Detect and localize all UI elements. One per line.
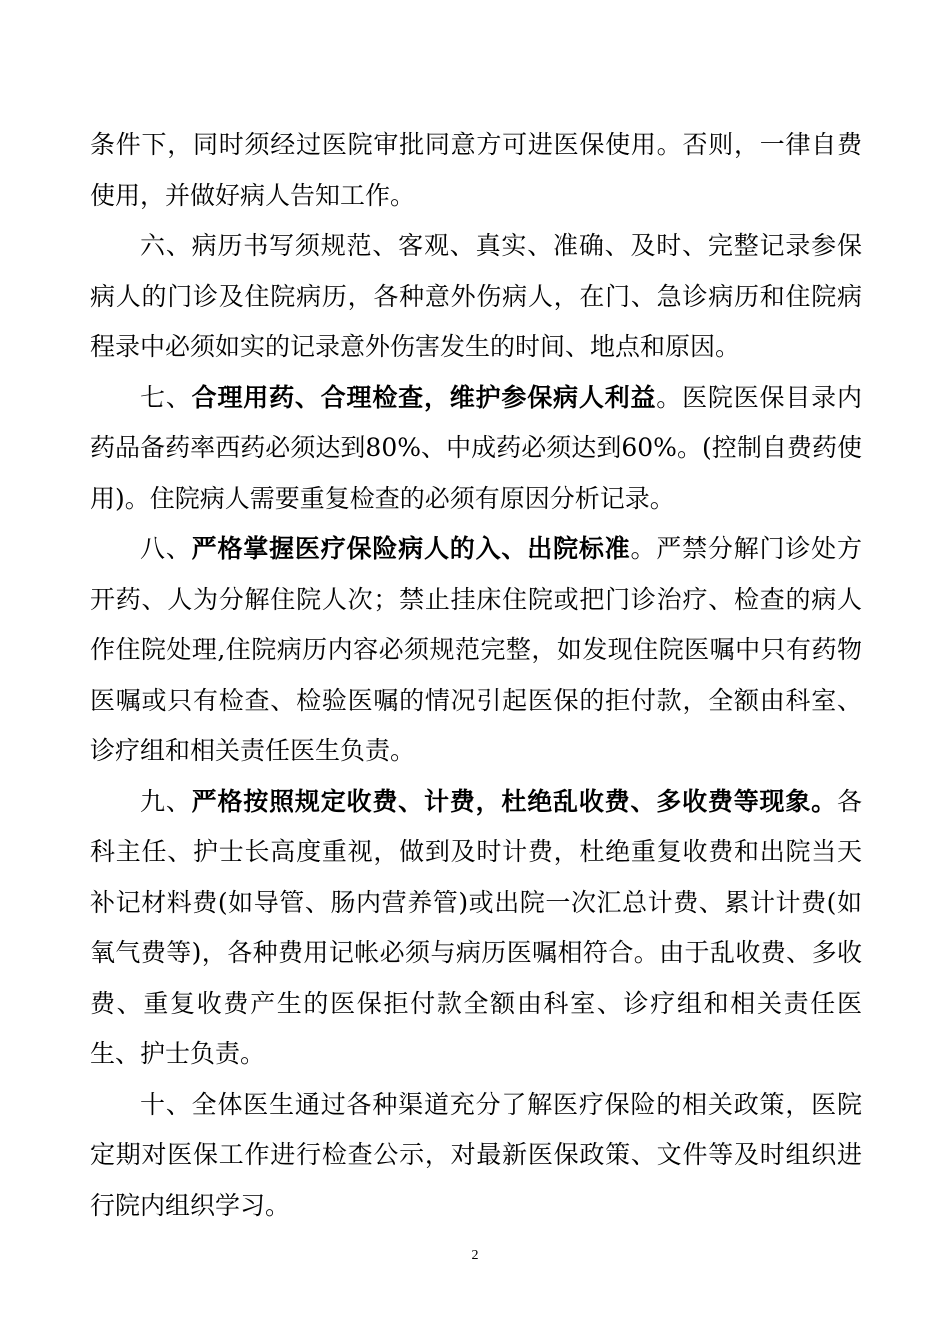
paragraph-text: 条件下，同时须经过医院审批同意方可进医保使用。否则，一律自费使用，并做好病人告知工作。 [90,130,862,210]
paragraph-text: 十、全体医生通过各种渠道充分了解医疗保险的相关政策，医院定期对医保工作进行检查公示，对最新医保政策、文件等及时组织进行院内组织学习。 [90,1089,862,1220]
paragraph-item-8 [90,524,862,777]
paragraph-item-7 [90,373,862,525]
paragraph-text: 。医院医保目录内药品备药率西药必须达到80%、中成药必须达到60%。(控制自费药使用)。住院病人需要重复检查的必须有原因分析记录。 [90,382,862,513]
paragraph-item-9 [90,777,862,1080]
paragraph-text: 各科主任、护士长高度重视，做到及时计费，杜绝重复收费和出院当天补记材料费(如导管、肠内营养管)或出院一次汇总计费、累计计费(如氧气费等)，各种费用记帐必须与病历医嘱相符合。由于乱收费、多收费、重复收费产生的医保拒付款全额由科室、诊疗组和相关责任医生、护士负责。 [90,786,862,1068]
paragraph-continuation [90,120,862,221]
document-body [90,120,862,1231]
item-number: 九、 [140,786,192,816]
item-heading-bold: 严格掌握医疗保险病人的入、出院标准 [191,534,631,563]
item-number: 七、 [140,382,192,412]
paragraph-item-6 [90,221,862,373]
item-heading-bold: 严格按照规定收费、计费，杜绝乱收费、多收费等现象。 [191,786,837,816]
item-heading-bold: 合理用药、合理检查，维护参保病人利益 [191,382,657,412]
paragraph-item-10 [90,1080,862,1232]
paragraph-text: 。严禁分解门诊处方开药、人为分解住院人次；禁止挂床住院或把门诊治疗、检查的病人作住院处理,住院病历内容必须规范完整，如发现住院医嘱中只有药物医嘱或只有检查、检验医嘱的情况引起医保的拒付款，全额由科室、诊疗组和相关责任医生负责。 [90,534,862,765]
paragraph-text: 六、病历书写须规范、客观、真实、准确、及时、完整记录参保病人的门诊及住院病历，各种意外伤病人，在门、急诊病历和住院病程录中必须如实的记录意外伤害发生的时间、地点和原因。 [90,231,862,361]
item-number: 八、 [140,534,192,563]
page-number: 2 [471,1248,479,1263]
